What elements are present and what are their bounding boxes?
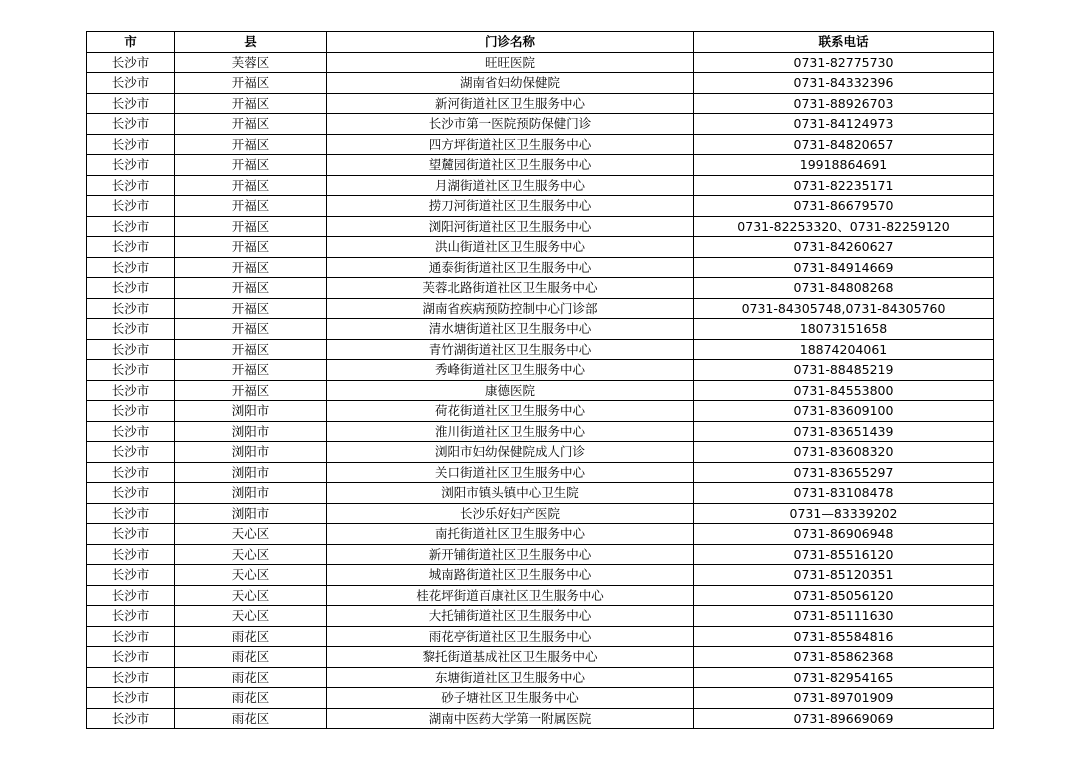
clinic-table <box>86 31 994 729</box>
cell-phone: 0731-84820657 <box>694 134 994 155</box>
cell-county: 开福区 <box>175 339 327 360</box>
cell-city: 长沙市 <box>87 524 175 545</box>
cell-city: 长沙市 <box>87 175 175 196</box>
table-row <box>87 114 994 135</box>
cell-phone: 0731-82253320、0731-82259120 <box>694 216 994 237</box>
cell-clinic-name: 南托街道社区卫生服务中心 <box>327 524 694 545</box>
cell-clinic-name: 秀峰街道社区卫生服务中心 <box>327 360 694 381</box>
cell-clinic-name: 湖南中医药大学第一附属医院 <box>327 708 694 729</box>
cell-clinic-name: 东塘街道社区卫生服务中心 <box>327 667 694 688</box>
table-row <box>87 52 994 73</box>
cell-clinic-name: 新河街道社区卫生服务中心 <box>327 93 694 114</box>
table-row <box>87 483 994 504</box>
cell-county: 天心区 <box>175 585 327 606</box>
cell-phone: 0731—83339202 <box>694 503 994 524</box>
cell-county: 浏阳市 <box>175 503 327 524</box>
cell-clinic-name: 旺旺医院 <box>327 52 694 73</box>
table-row <box>87 544 994 565</box>
cell-city: 长沙市 <box>87 667 175 688</box>
cell-county: 浏阳市 <box>175 421 327 442</box>
cell-county: 开福区 <box>175 380 327 401</box>
cell-clinic-name: 湖南省妇幼保健院 <box>327 73 694 94</box>
cell-county: 天心区 <box>175 565 327 586</box>
table-row <box>87 688 994 709</box>
cell-clinic-name: 长沙市第一医院预防保健门诊 <box>327 114 694 135</box>
cell-city: 长沙市 <box>87 421 175 442</box>
table-row <box>87 278 994 299</box>
clinic-table-container <box>86 31 994 729</box>
table-row <box>87 626 994 647</box>
cell-phone: 0731-83651439 <box>694 421 994 442</box>
cell-phone: 0731-86906948 <box>694 524 994 545</box>
cell-phone: 0731-85516120 <box>694 544 994 565</box>
cell-clinic-name: 关口街道社区卫生服务中心 <box>327 462 694 483</box>
table-row <box>87 175 994 196</box>
cell-phone: 0731-86679570 <box>694 196 994 217</box>
cell-county: 浏阳市 <box>175 483 327 504</box>
cell-city: 长沙市 <box>87 155 175 176</box>
table-row <box>87 647 994 668</box>
table-row <box>87 442 994 463</box>
table-row <box>87 585 994 606</box>
cell-city: 长沙市 <box>87 298 175 319</box>
cell-phone: 18874204061 <box>694 339 994 360</box>
cell-county: 开福区 <box>175 155 327 176</box>
cell-clinic-name: 湖南省疾病预防控制中心门诊部 <box>327 298 694 319</box>
cell-county: 雨花区 <box>175 626 327 647</box>
cell-clinic-name: 通泰街街道社区卫生服务中心 <box>327 257 694 278</box>
cell-city: 长沙市 <box>87 319 175 340</box>
cell-city: 长沙市 <box>87 483 175 504</box>
cell-phone: 0731-84553800 <box>694 380 994 401</box>
cell-phone: 0731-84808268 <box>694 278 994 299</box>
table-row <box>87 319 994 340</box>
cell-county: 开福区 <box>175 298 327 319</box>
cell-clinic-name: 清水塘街道社区卫生服务中心 <box>327 319 694 340</box>
cell-county: 开福区 <box>175 175 327 196</box>
cell-phone: 0731-88485219 <box>694 360 994 381</box>
cell-clinic-name: 雨花亭街道社区卫生服务中心 <box>327 626 694 647</box>
cell-county: 浏阳市 <box>175 462 327 483</box>
table-row <box>87 708 994 729</box>
cell-phone: 0731-85111630 <box>694 606 994 627</box>
table-row <box>87 667 994 688</box>
cell-city: 长沙市 <box>87 380 175 401</box>
cell-phone: 0731-89669069 <box>694 708 994 729</box>
cell-clinic-name: 浏阳河街道社区卫生服务中心 <box>327 216 694 237</box>
cell-city: 长沙市 <box>87 688 175 709</box>
cell-county: 开福区 <box>175 216 327 237</box>
cell-county: 雨花区 <box>175 667 327 688</box>
cell-city: 长沙市 <box>87 52 175 73</box>
table-row <box>87 155 994 176</box>
table-row <box>87 462 994 483</box>
cell-clinic-name: 桂花坪街道百康社区卫生服务中心 <box>327 585 694 606</box>
cell-county: 浏阳市 <box>175 442 327 463</box>
cell-clinic-name: 砂子塘社区卫生服务中心 <box>327 688 694 709</box>
cell-county: 开福区 <box>175 73 327 94</box>
cell-city: 长沙市 <box>87 647 175 668</box>
cell-city: 长沙市 <box>87 196 175 217</box>
cell-phone: 0731-84260627 <box>694 237 994 258</box>
cell-city: 长沙市 <box>87 626 175 647</box>
table-row <box>87 524 994 545</box>
cell-phone: 0731-85584816 <box>694 626 994 647</box>
cell-clinic-name: 青竹湖街道社区卫生服务中心 <box>327 339 694 360</box>
cell-county: 开福区 <box>175 278 327 299</box>
cell-phone: 0731-84332396 <box>694 73 994 94</box>
cell-city: 长沙市 <box>87 134 175 155</box>
cell-county: 开福区 <box>175 196 327 217</box>
header-phone: 联系电话 <box>694 32 994 53</box>
cell-clinic-name: 长沙乐好妇产医院 <box>327 503 694 524</box>
cell-clinic-name: 捞刀河街道社区卫生服务中心 <box>327 196 694 217</box>
table-row <box>87 401 994 422</box>
table-row <box>87 503 994 524</box>
cell-phone: 0731-82954165 <box>694 667 994 688</box>
cell-phone: 0731-83609100 <box>694 401 994 422</box>
cell-county: 天心区 <box>175 606 327 627</box>
header-city: 市 <box>87 32 175 53</box>
cell-city: 长沙市 <box>87 73 175 94</box>
table-row <box>87 606 994 627</box>
cell-city: 长沙市 <box>87 93 175 114</box>
cell-county: 天心区 <box>175 524 327 545</box>
cell-county: 浏阳市 <box>175 401 327 422</box>
cell-clinic-name: 城南路街道社区卫生服务中心 <box>327 565 694 586</box>
cell-county: 开福区 <box>175 93 327 114</box>
cell-city: 长沙市 <box>87 544 175 565</box>
cell-county: 开福区 <box>175 257 327 278</box>
table-row <box>87 134 994 155</box>
cell-clinic-name: 康德医院 <box>327 380 694 401</box>
cell-clinic-name: 望麓园街道社区卫生服务中心 <box>327 155 694 176</box>
cell-clinic-name: 新开铺街道社区卫生服务中心 <box>327 544 694 565</box>
cell-city: 长沙市 <box>87 237 175 258</box>
cell-phone: 0731-88926703 <box>694 93 994 114</box>
table-row <box>87 257 994 278</box>
cell-county: 雨花区 <box>175 688 327 709</box>
cell-county: 雨花区 <box>175 708 327 729</box>
cell-clinic-name: 浏阳市妇幼保健院成人门诊 <box>327 442 694 463</box>
cell-county: 开福区 <box>175 134 327 155</box>
cell-city: 长沙市 <box>87 503 175 524</box>
header-clinic-name: 门诊名称 <box>327 32 694 53</box>
cell-phone: 0731-85056120 <box>694 585 994 606</box>
cell-clinic-name: 淮川街道社区卫生服务中心 <box>327 421 694 442</box>
cell-county: 开福区 <box>175 319 327 340</box>
cell-city: 长沙市 <box>87 360 175 381</box>
table-row <box>87 380 994 401</box>
cell-phone: 0731-82775730 <box>694 52 994 73</box>
cell-phone: 0731-83608320 <box>694 442 994 463</box>
header-county: 县 <box>175 32 327 53</box>
table-row <box>87 216 994 237</box>
cell-phone: 0731-83655297 <box>694 462 994 483</box>
table-row <box>87 196 994 217</box>
cell-phone: 0731-83108478 <box>694 483 994 504</box>
cell-phone: 0731-82235171 <box>694 175 994 196</box>
cell-city: 长沙市 <box>87 606 175 627</box>
cell-phone: 0731-84914669 <box>694 257 994 278</box>
cell-phone: 18073151658 <box>694 319 994 340</box>
table-row <box>87 421 994 442</box>
cell-city: 长沙市 <box>87 462 175 483</box>
cell-clinic-name: 浏阳市镇头镇中心卫生院 <box>327 483 694 504</box>
cell-phone: 0731-85120351 <box>694 565 994 586</box>
table-row <box>87 339 994 360</box>
table-row <box>87 360 994 381</box>
cell-city: 长沙市 <box>87 708 175 729</box>
cell-phone: 0731-84305748,0731-84305760 <box>694 298 994 319</box>
cell-county: 天心区 <box>175 544 327 565</box>
cell-city: 长沙市 <box>87 114 175 135</box>
cell-city: 长沙市 <box>87 442 175 463</box>
cell-phone: 0731-85862368 <box>694 647 994 668</box>
cell-city: 长沙市 <box>87 257 175 278</box>
cell-phone: 19918864691 <box>694 155 994 176</box>
cell-city: 长沙市 <box>87 339 175 360</box>
table-row <box>87 565 994 586</box>
cell-clinic-name: 芙蓉北路街道社区卫生服务中心 <box>327 278 694 299</box>
cell-county: 芙蓉区 <box>175 52 327 73</box>
table-row <box>87 298 994 319</box>
cell-clinic-name: 洪山街道社区卫生服务中心 <box>327 237 694 258</box>
cell-city: 长沙市 <box>87 565 175 586</box>
cell-clinic-name: 月湖街道社区卫生服务中心 <box>327 175 694 196</box>
cell-city: 长沙市 <box>87 401 175 422</box>
cell-clinic-name: 大托铺街道社区卫生服务中心 <box>327 606 694 627</box>
cell-county: 雨花区 <box>175 647 327 668</box>
cell-clinic-name: 黎托街道基成社区卫生服务中心 <box>327 647 694 668</box>
cell-city: 长沙市 <box>87 278 175 299</box>
cell-phone: 0731-89701909 <box>694 688 994 709</box>
cell-county: 开福区 <box>175 237 327 258</box>
table-row <box>87 93 994 114</box>
table-row <box>87 73 994 94</box>
cell-phone: 0731-84124973 <box>694 114 994 135</box>
table-row <box>87 237 994 258</box>
cell-clinic-name: 四方坪街道社区卫生服务中心 <box>327 134 694 155</box>
cell-city: 长沙市 <box>87 585 175 606</box>
table-header-row <box>87 32 994 53</box>
cell-county: 开福区 <box>175 360 327 381</box>
cell-city: 长沙市 <box>87 216 175 237</box>
cell-county: 开福区 <box>175 114 327 135</box>
cell-clinic-name: 荷花街道社区卫生服务中心 <box>327 401 694 422</box>
